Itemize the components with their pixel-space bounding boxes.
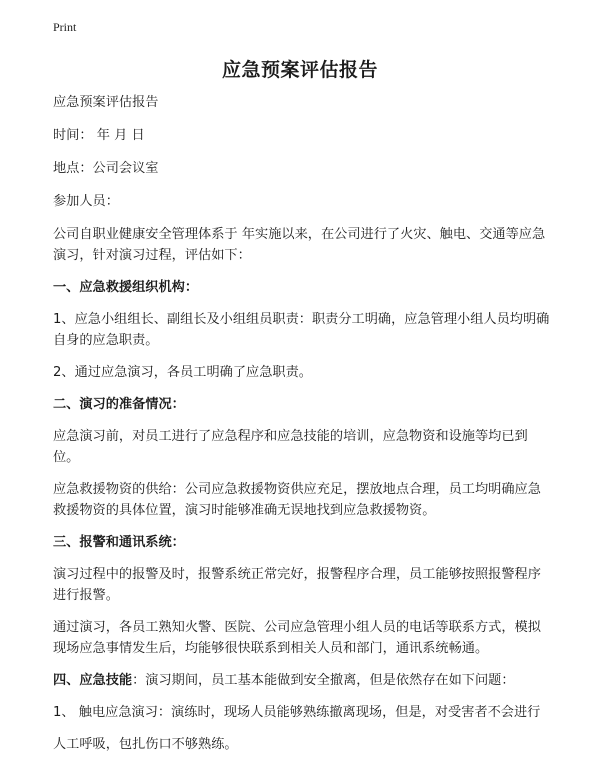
section1-paragraph-1: 1、应急小组组长、副组长及小组组员职责：职责分工明确，应急管理小组人员均明确自身的应急职责。 xyxy=(53,312,550,348)
section2-paragraph-2: 应急救援物资的供给：公司应急救援物资供应充足，摆放地点合理，员工均明确应急救援物资的具体位置，演习时能够准确无误地找到应急救援物资。 xyxy=(53,482,541,518)
print-link[interactable]: Print xyxy=(53,20,77,34)
section1-paragraph-2: 2、通过应急演习，各员工明确了应急职责。 xyxy=(53,365,312,380)
section3-paragraph-1: 演习过程中的报警及时，报警系统正常完好，报警程序合理，员工能够按照报警程序进行报警。 xyxy=(53,567,541,603)
section4-heading-rest: ：演习期间，员工基本能做到安全撤离，但是依然存在如下问题： xyxy=(132,673,515,688)
document-body xyxy=(53,92,553,766)
time-line: 时间： 年 月 日 xyxy=(53,128,145,143)
section4-heading-paragraph xyxy=(53,670,553,691)
section3-heading: 三、报警和通讯系统： xyxy=(53,535,185,550)
section3-paragraph-2: 通过演习，各员工熟知火警、医院、公司应急管理小组人员的电话等联系方式，模拟现场应急事情发生后，均能够很快联系到相关人员和部门，通讯系统畅通。 xyxy=(53,620,541,656)
section4-paragraph-2: 人工呼吸，包扎伤口不够熟练。 xyxy=(53,737,238,752)
intro-paragraph: 公司自职业健康安全管理体系于 年实施以来，在公司进行了火灾、触电、交通等应急演习，针对演习过程，评估如下： xyxy=(53,227,546,263)
section2-paragraph-1: 应急演习前，对员工进行了应急程序和应急技能的培训，应急物资和设施等均已到位。 xyxy=(53,429,528,465)
location-line: 地点：公司会议室 xyxy=(53,161,159,176)
section1-heading: 一、应急救援组织机构： xyxy=(53,280,199,295)
section4-paragraph-1: 1、 触电应急演习：演练时，现场人员能够熟练撤离现场，但是，对受害者不会进行 xyxy=(53,705,541,720)
document-subtitle: 应急预案评估报告 xyxy=(53,95,159,110)
document-title: 应急预案评估报告 xyxy=(221,59,378,81)
section2-heading: 二、演习的准备情况： xyxy=(53,397,185,412)
participants-line: 参加人员： xyxy=(53,194,119,209)
section4-heading: 四、应急技能 xyxy=(53,673,133,688)
